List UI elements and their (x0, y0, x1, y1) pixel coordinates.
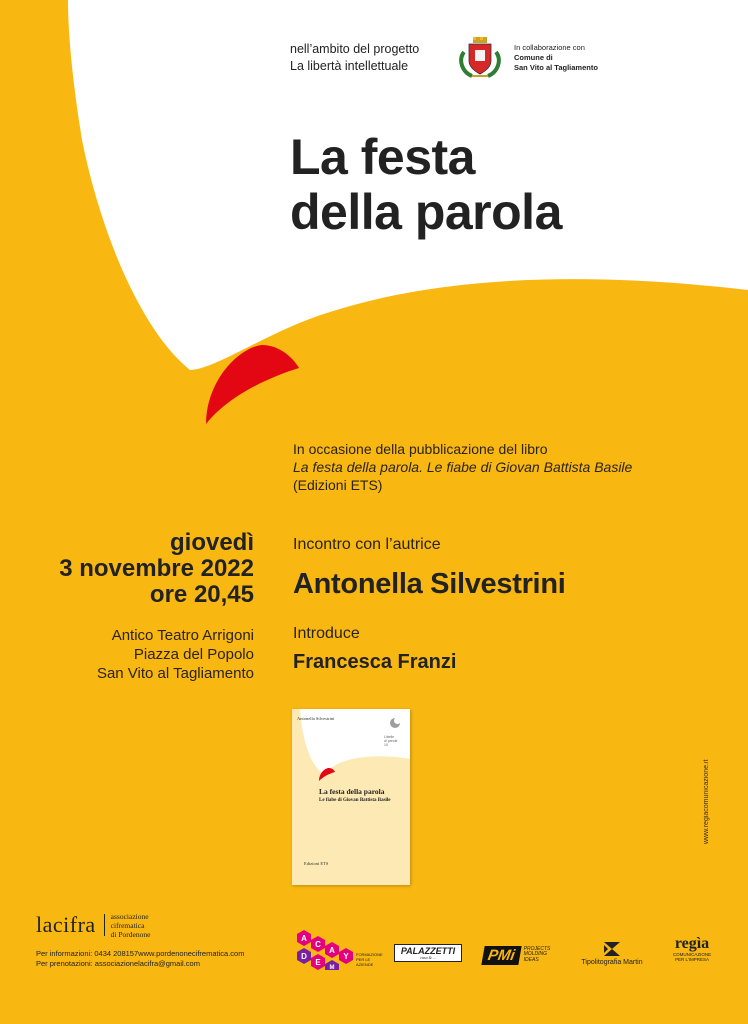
book-cover-author: Antonella Silvestrini (297, 716, 335, 721)
venue-line-2: Piazza del Popolo (133, 646, 254, 663)
palazzetti-logo (394, 944, 462, 962)
pmi-logo (483, 942, 550, 968)
book-cover (292, 709, 410, 885)
book-series-line-2: di parole (384, 739, 398, 743)
agency-credit: www.regiacomunicazione.it (703, 760, 710, 845)
academy-letter-6: M (329, 965, 335, 970)
author-intro-label: Incontro con l’autrice (293, 536, 441, 553)
booking-line: Per prenotazioni: associazionelacifra@gmail.com (36, 958, 200, 968)
project-line-2: La libertà intellettuale (290, 59, 409, 73)
pmi-tag-1: PROJECTS (523, 945, 551, 952)
academy-tag-3: AZIENDE (356, 962, 374, 967)
collab-line-1: Comune di (514, 53, 553, 62)
academy-letter-3: A (329, 946, 335, 955)
academy-letter-2: C (315, 940, 321, 949)
organizer-divider (104, 914, 105, 936)
municipal-crest-icon (458, 34, 502, 80)
occasion-publisher: (Edizioni ETS) (293, 477, 383, 493)
academy-logo (296, 930, 386, 970)
academy-tag-2: PER LE (356, 957, 371, 962)
book-cover-subtitle: Le fiabe di Giovan Battista Basile (319, 798, 391, 803)
pmi-tag-3: IDEAS (523, 956, 539, 963)
venue-line-1: Antico Teatro Arrigoni (111, 627, 254, 644)
regia-tag-1: COMUNICAZIONE (672, 952, 712, 957)
martin-logo (577, 940, 647, 970)
event-time: ore 20,45 (149, 581, 254, 608)
author-name: Antonella Silvestrini (293, 568, 566, 600)
book-cover-series (384, 735, 397, 747)
book-cover-publisher: Edizioni ETS (304, 861, 329, 866)
contact-info (36, 949, 244, 968)
regia-name: regìa (674, 935, 710, 952)
pmi-name: PMi (481, 946, 521, 965)
organizer-desc-3: di Pordenone (110, 929, 151, 939)
academy-letter-1: A (301, 934, 307, 943)
regia-logo (668, 936, 716, 962)
project-line-1: nell’ambito del progetto (290, 42, 420, 56)
collaboration-note (514, 43, 598, 73)
academy-tag-1: FORMAZIONE (356, 952, 383, 957)
book-series-line-3: 10 (384, 743, 388, 747)
organizer-name: lacifra (36, 912, 96, 937)
event-weekday: giovedì (169, 529, 254, 556)
project-note (290, 41, 419, 75)
regia-tag-2: PER L’IMPRESA (674, 957, 709, 962)
martin-name: Tipolitografia Martin (581, 959, 643, 966)
occasion-line-1: In occasione della pubblicazione del libro (293, 441, 548, 457)
moderator-label: Introduce (293, 625, 360, 642)
event-venue (97, 626, 254, 683)
organizer-description (111, 912, 151, 939)
academy-letter-5: E (315, 958, 321, 967)
venue-line-3: San Vito al Tagliamento (96, 665, 254, 682)
palazzetti-tag: casa & ... (420, 954, 436, 960)
book-cover-title: La festa della parola (319, 787, 385, 796)
palazzetti-name: PALAZZETTI (400, 945, 456, 956)
pmi-tagline (524, 947, 551, 964)
title-line-1: La festa (290, 129, 475, 185)
event-datetime (59, 530, 254, 608)
book-series-line-1: Libelle (384, 735, 395, 739)
occasion-block (293, 440, 632, 494)
title-line-2: della parola (290, 184, 562, 240)
collab-line-2: San Vito al Tagliamento (514, 63, 598, 72)
academy-letter-4: D (301, 952, 307, 961)
pmi-tag-2: MOLDING (523, 951, 548, 958)
academy-letter-7: Y (343, 952, 349, 961)
organizer-logo (36, 910, 150, 940)
page-title (290, 130, 562, 240)
book-title-line: La festa della parola. Le fiabe di Giovan Battista Basile (293, 459, 633, 475)
martin-mark-icon (577, 940, 647, 958)
organizer-desc-2: cifrematica (110, 920, 145, 930)
organizer-desc-1: associazione (110, 911, 149, 921)
info-line: Per informazioni: 0434 208157www.pordenonecifrematica.com (36, 949, 245, 958)
moderator-name: Francesca Franzi (293, 651, 457, 673)
event-date: 3 novembre 2022 (59, 555, 254, 582)
collab-intro: In collaborazione con (514, 43, 585, 52)
